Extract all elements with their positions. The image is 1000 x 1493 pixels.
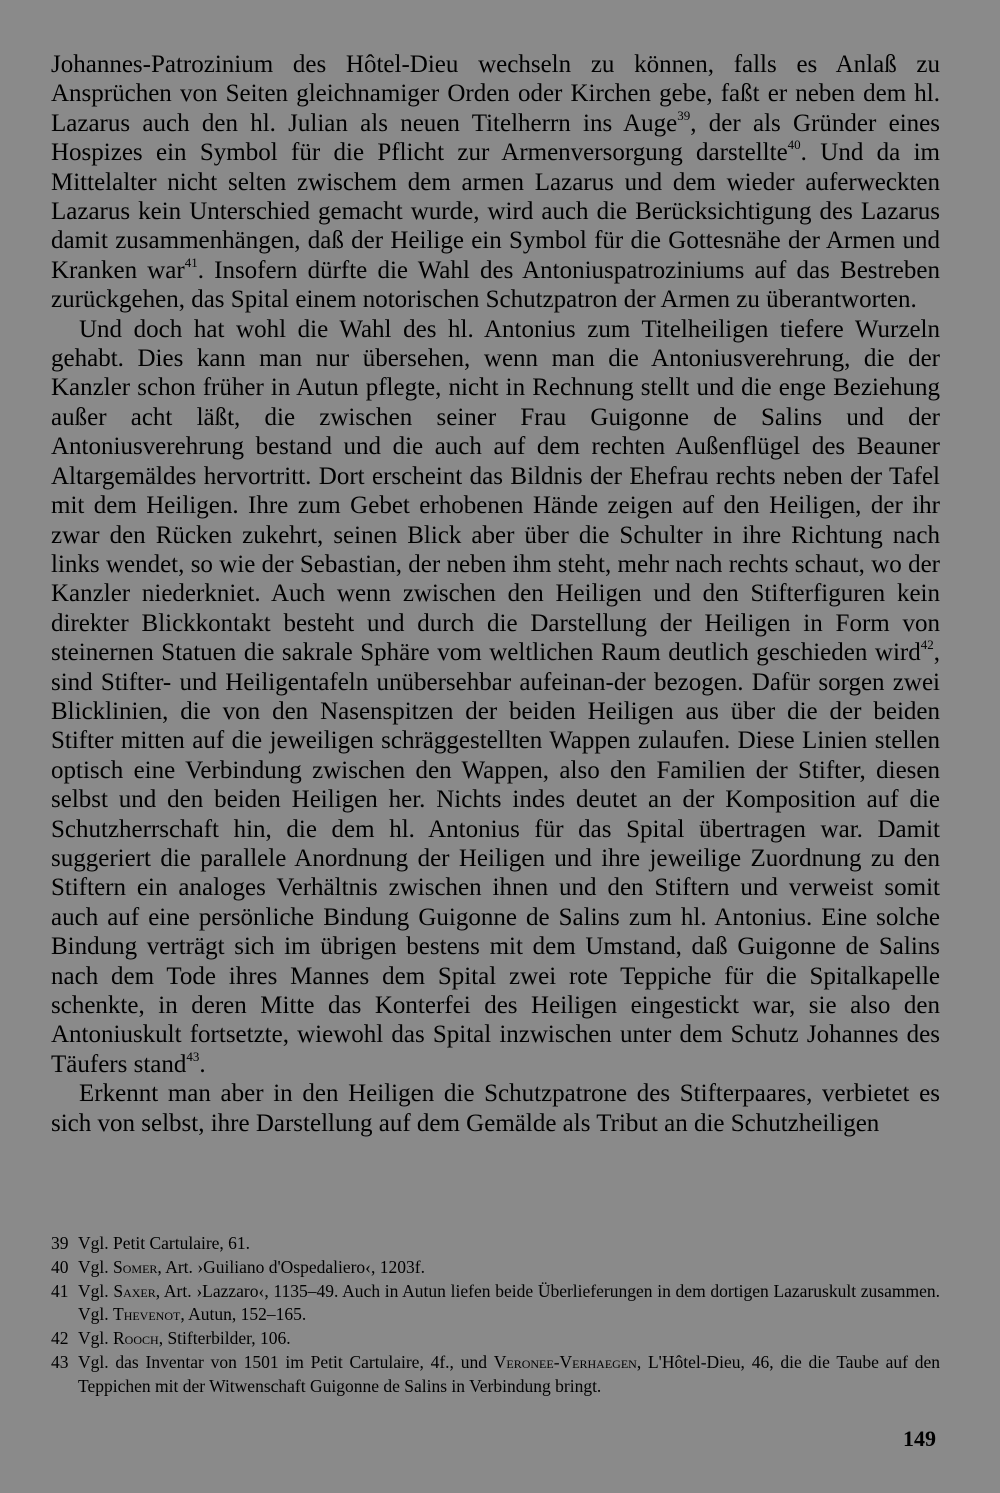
footnote-ref: 40: [787, 137, 801, 153]
text-run: Vgl.: [78, 1256, 113, 1277]
text-run: Erkennt man aber in den Heiligen die Schutzpatrone des Stifterpaares, verbietet es sich von selbst, ihre Darstellung auf dem Gemälde als Tribut an die Schutzheiligen: [51, 1080, 940, 1137]
author-name: Rooch: [113, 1328, 159, 1349]
text-run: , der als Gründer eines Hospizes ein Symbol für die Pflicht zur Armenversorgung darstellte: [51, 109, 940, 167]
author-name: Veronee-Verhaegen: [493, 1351, 637, 1372]
text-run: Und doch hat wohl die Wahl des hl. Antonius zum Titelheiligen tiefere Wurzeln gehabt. Dies kann man nur übersehen, wenn man die Antoniusverehrung, die der Kanzler schon früher in Autun pflegte, nicht in Rechnung stellt und die enge Beziehung außer acht läßt, die zwischen seiner Frau Guigonne de Salins und der Antoniusverehrung bestand und die auch auf dem rechten Außenflügel des Beauner Altargemäldes hervortritt. Dort erscheint das Bildnis der Ehefrau rechts neben der Tafel mit dem Heiligen. Ihre zum Gebet erhobenen Hände zeigen auf den Heiligen, der ihr zwar den Rücken zukehrt, seinen Blick aber über die Schulter in ihre Richtung nach links wendet, so wie der Sebastian, der neben ihm steht, mehr nach rechts schaut, wo der Kanzler niederkniet. Auch wenn zwischen den Heiligen und den Stifterfiguren kein direkter Blickkontakt besteht und durch die Darstellung der Heiligen in Form von steinernen Statuen die sakrale Sphäre vom weltlichen Raum deutlich geschieden wird: [51, 315, 940, 667]
paragraph: [51, 315, 940, 1080]
text-run: . Und da im Mittelalter nicht selten zwischem dem armen Lazarus und dem wieder auferweckten Lazarus kein Unterschied gemacht wurde, wird auch die Berücksichtigung des Lazarus damit zusammenhängen, daß der Heilige ein Symbol für die Gottesnähe der Armen und Kranken war: [51, 139, 940, 284]
text-run: . Insofern dürfte die Wahl des Antoniuspatroziniums auf das Bestreben zurückgehen, das Spital einem notorischen Schutzpatron der Armen zu überantworten.: [51, 256, 940, 314]
footnote-number: 39: [51, 1233, 69, 1253]
text-run: , Art. ›Guiliano d'Ospedaliero‹, 1203f.: [157, 1256, 425, 1277]
footnote-ref: 43: [186, 1048, 200, 1064]
footnotes: [51, 1232, 940, 1399]
footnote-text: [78, 1256, 940, 1280]
text-run: , Stifterbilder, 106.: [158, 1328, 291, 1349]
footnote: [51, 1232, 940, 1256]
text-run: , sind Stifter- und Heiligentafeln unübersehbar aufeinan-der bezogen. Dafür sorgen zwei Blicklinien, die von den Nasenspitzen der beiden Heiligen aus über die der beiden Stifter mitten auf die jeweiligen schräggestellten Wappen zulaufen. Diese Linien stellen optisch eine Verbindung zwischen den Wappen, also den Familien der Stifter, diesen selbst und den beiden Heiligen her. Nichts indes deutet an der Komposition auf die Schutzherrschaft hin, die dem hl. Antonius für das Spital übertragen war. Damit suggeriert die parallele Anordnung der Heiligen und ihre jeweilige Zuordnung zu den Stiftern ein analoges Verhältnis zwischen ihnen und den Stiftern und verweist somit auch auf eine persönliche Bindung Guigonne de Salins zum hl. Antonius. Eine solche Bindung verträgt sich im übrigen bestens mit dem Umstand, daß Guigonne de Salins nach dem Tode ihres Mannes dem Spital zwei rote Teppiche für die Spitalkapelle schenkte, in deren Mitte das Konterfei des Heiligen eingestickt war, sie also den Antoniuskult fortsetzte, wiewohl das Spital inzwischen unter dem Schutz Johannes des Täufers stand: [51, 639, 940, 1078]
body-text: [51, 50, 940, 1138]
text-run: Vgl.: [78, 1328, 113, 1349]
footnote-number: 41: [51, 1280, 69, 1301]
text-run: , L'Hôtel-Dieu, 46, die die Taube auf den Teppichen mit der Witwenschaft Guigonne de Salins in Verbindung bringt.: [78, 1351, 941, 1396]
footnote-ref: 42: [920, 637, 934, 653]
footnote: [51, 1351, 940, 1399]
author-name: Somer: [113, 1256, 158, 1277]
footnote-number: 40: [51, 1256, 69, 1277]
paragraph: [51, 50, 940, 315]
page-number: 149: [903, 1426, 936, 1451]
footnote-text: [78, 1327, 940, 1351]
author-name: Saxer: [113, 1280, 156, 1301]
author-name: Thevenot: [113, 1304, 181, 1325]
footnote-number: 43: [51, 1351, 69, 1372]
footnote: [51, 1256, 940, 1280]
text-run: , Art. ›Lazzaro‹, 1135–49. Auch in Autun liefen beide Überlieferungen in dem dortigen Lazaruskult zusammen. Vgl.: [78, 1280, 940, 1325]
footnote-text: [78, 1232, 940, 1256]
text-run: , Autun, 152–165.: [180, 1304, 307, 1325]
footnote-text: [78, 1280, 940, 1328]
text-run: Johannes-Patrozinium des Hôtel-Dieu wechseln zu können, falls es Anlaß zu Ansprüchen von Seiten gleichnamiger Orden oder Kirchen gebe, faßt er neben dem hl. Lazarus auch den hl. Julian als neuen Titelherrn ins Auge: [51, 51, 940, 137]
text-run: Vgl. Petit Cartulaire, 61.: [78, 1233, 251, 1253]
text-run: Vgl.: [78, 1280, 114, 1301]
paragraph: [51, 1079, 940, 1138]
footnote: [51, 1327, 940, 1351]
footnote-ref: 41: [184, 254, 198, 270]
footnote-number: 42: [51, 1328, 69, 1349]
text-run: Vgl. das Inventar von 1501 im Petit Cartulaire, 4f., und: [78, 1351, 494, 1372]
footnote-ref: 39: [677, 107, 691, 123]
footnote-text: [78, 1351, 940, 1399]
footnote: [51, 1280, 940, 1328]
text-run: .: [199, 1050, 206, 1078]
